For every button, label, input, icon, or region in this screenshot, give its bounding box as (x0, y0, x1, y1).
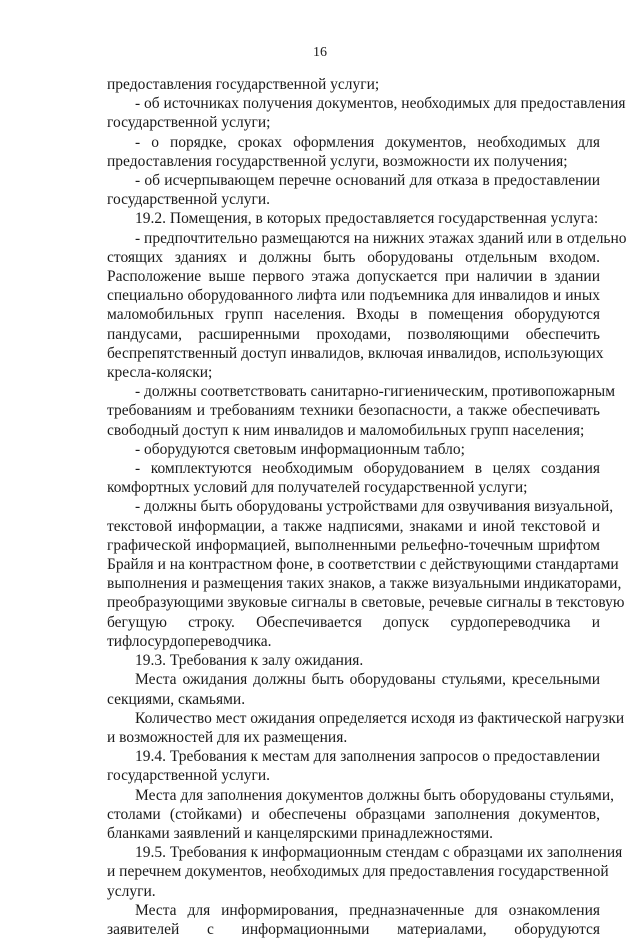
text-line: пандусами, расширенными проходами, позволяющими обеспечить (107, 325, 600, 343)
text-line: 19.5. Требования к информационным стендам с образцами их заполнения (135, 844, 623, 862)
text-line: комфортных условий для получателей государственной услуги; (107, 479, 528, 497)
text-line: преобразующими звуковые сигналы в световые, речевые сигналы в текстовую (107, 594, 625, 612)
text-line: текстовой информации, а также надписями, знаками и иной текстовой и (107, 517, 600, 535)
text-line: требованиям и требованиям техники безопасности, а также обеспечивать (107, 402, 600, 420)
text-line: - предпочтительно размещаются на нижних этажах зданий или в отдельно (135, 229, 627, 247)
text-line: государственной услуги. (107, 767, 270, 785)
text-line: свободный доступ к ним инвалидов и маломобильных групп населения; (107, 421, 585, 439)
text-line: Количество мест ожидания определяется исходя из фактической нагрузки (135, 709, 625, 727)
text-line: столами (стойками) и обеспечены образцами заполнения документов, (107, 805, 600, 823)
text-line: специально оборудованного лифта или подъемника для инвалидов и иных (107, 287, 600, 305)
text-line: - о порядке, сроках оформления документов, необходимых для (135, 133, 600, 151)
text-line: маломобильных групп населения. Входы в помещения оборудуются (107, 306, 600, 324)
text-line: 19.4. Требования к местам для заполнения запросов о предоставлении (135, 748, 600, 766)
document-body (107, 75, 627, 939)
text-line: - оборудуются световым информационным табло; (135, 440, 465, 458)
text-line: и возможностей для их размещения. (107, 728, 348, 746)
text-line: - об источниках получения документов, необходимых для предоставления (135, 95, 626, 113)
text-line: беспрепятственный доступ инвалидов, включая инвалидов, использующих (107, 344, 604, 362)
text-line: Места для информирования, предназначенные для ознакомления (135, 901, 600, 919)
text-line: Брайля и на контрастном фоне, в соответствии с действующими стандартами (107, 556, 619, 574)
text-line: выполнения и размещения таких знаков, а также визуальными индикаторами, (107, 575, 622, 593)
text-line: бланками заявлений и канцелярскими принадлежностями. (107, 824, 494, 842)
text-line: 19.3. Требования к залу ожидания. (135, 652, 364, 670)
text-line: государственной услуги. (107, 191, 270, 209)
text-line: кресла-коляски; (107, 364, 213, 382)
text-line: услуги. (107, 882, 156, 900)
text-line: Места для заполнения документов должны быть оборудованы стульями, (135, 786, 615, 804)
text-line: Места ожидания должны быть оборудованы стульями, кресельными (135, 671, 600, 689)
text-line: - об исчерпывающем перечне оснований для отказа в предоставлении (135, 172, 600, 190)
text-line: - комплектуются необходимым оборудованием в целях создания (135, 460, 600, 478)
text-line: графической информацией, выполненными рельефно-точечным шрифтом (107, 536, 600, 554)
text-line: - должны соответствовать санитарно-гигиеническим, противопожарным (135, 383, 616, 401)
text-line: - должны быть оборудованы устройствами для озвучивания визуальной, (135, 498, 614, 516)
text-line: Расположение выше первого этажа допускается при наличии в здании (107, 268, 600, 286)
text-line: государственной услуги; (107, 114, 271, 132)
text-line: заявителей с информационными материалами, оборудуются (107, 920, 600, 938)
text-line: тифлосурдопереводчика. (107, 632, 272, 650)
page-number: 16 (313, 45, 327, 60)
text-line: бегущую строку. Обеспечивается допуск сурдопереводчика и (107, 613, 600, 631)
text-line: предоставления государственной услуги, возможности их получения; (107, 152, 568, 170)
text-line: стоящих зданиях и должны быть оборудованы отдельным входом. (107, 248, 600, 266)
text-line: предоставления государственной услуги; (107, 76, 380, 93)
text-line: и перечнем документов, необходимых для предоставления государственной (107, 863, 609, 881)
text-line: секциями, скамьями. (107, 690, 246, 708)
text-line: 19.2. Помещения, в которых предоставляется государственная услуга: (135, 210, 599, 228)
